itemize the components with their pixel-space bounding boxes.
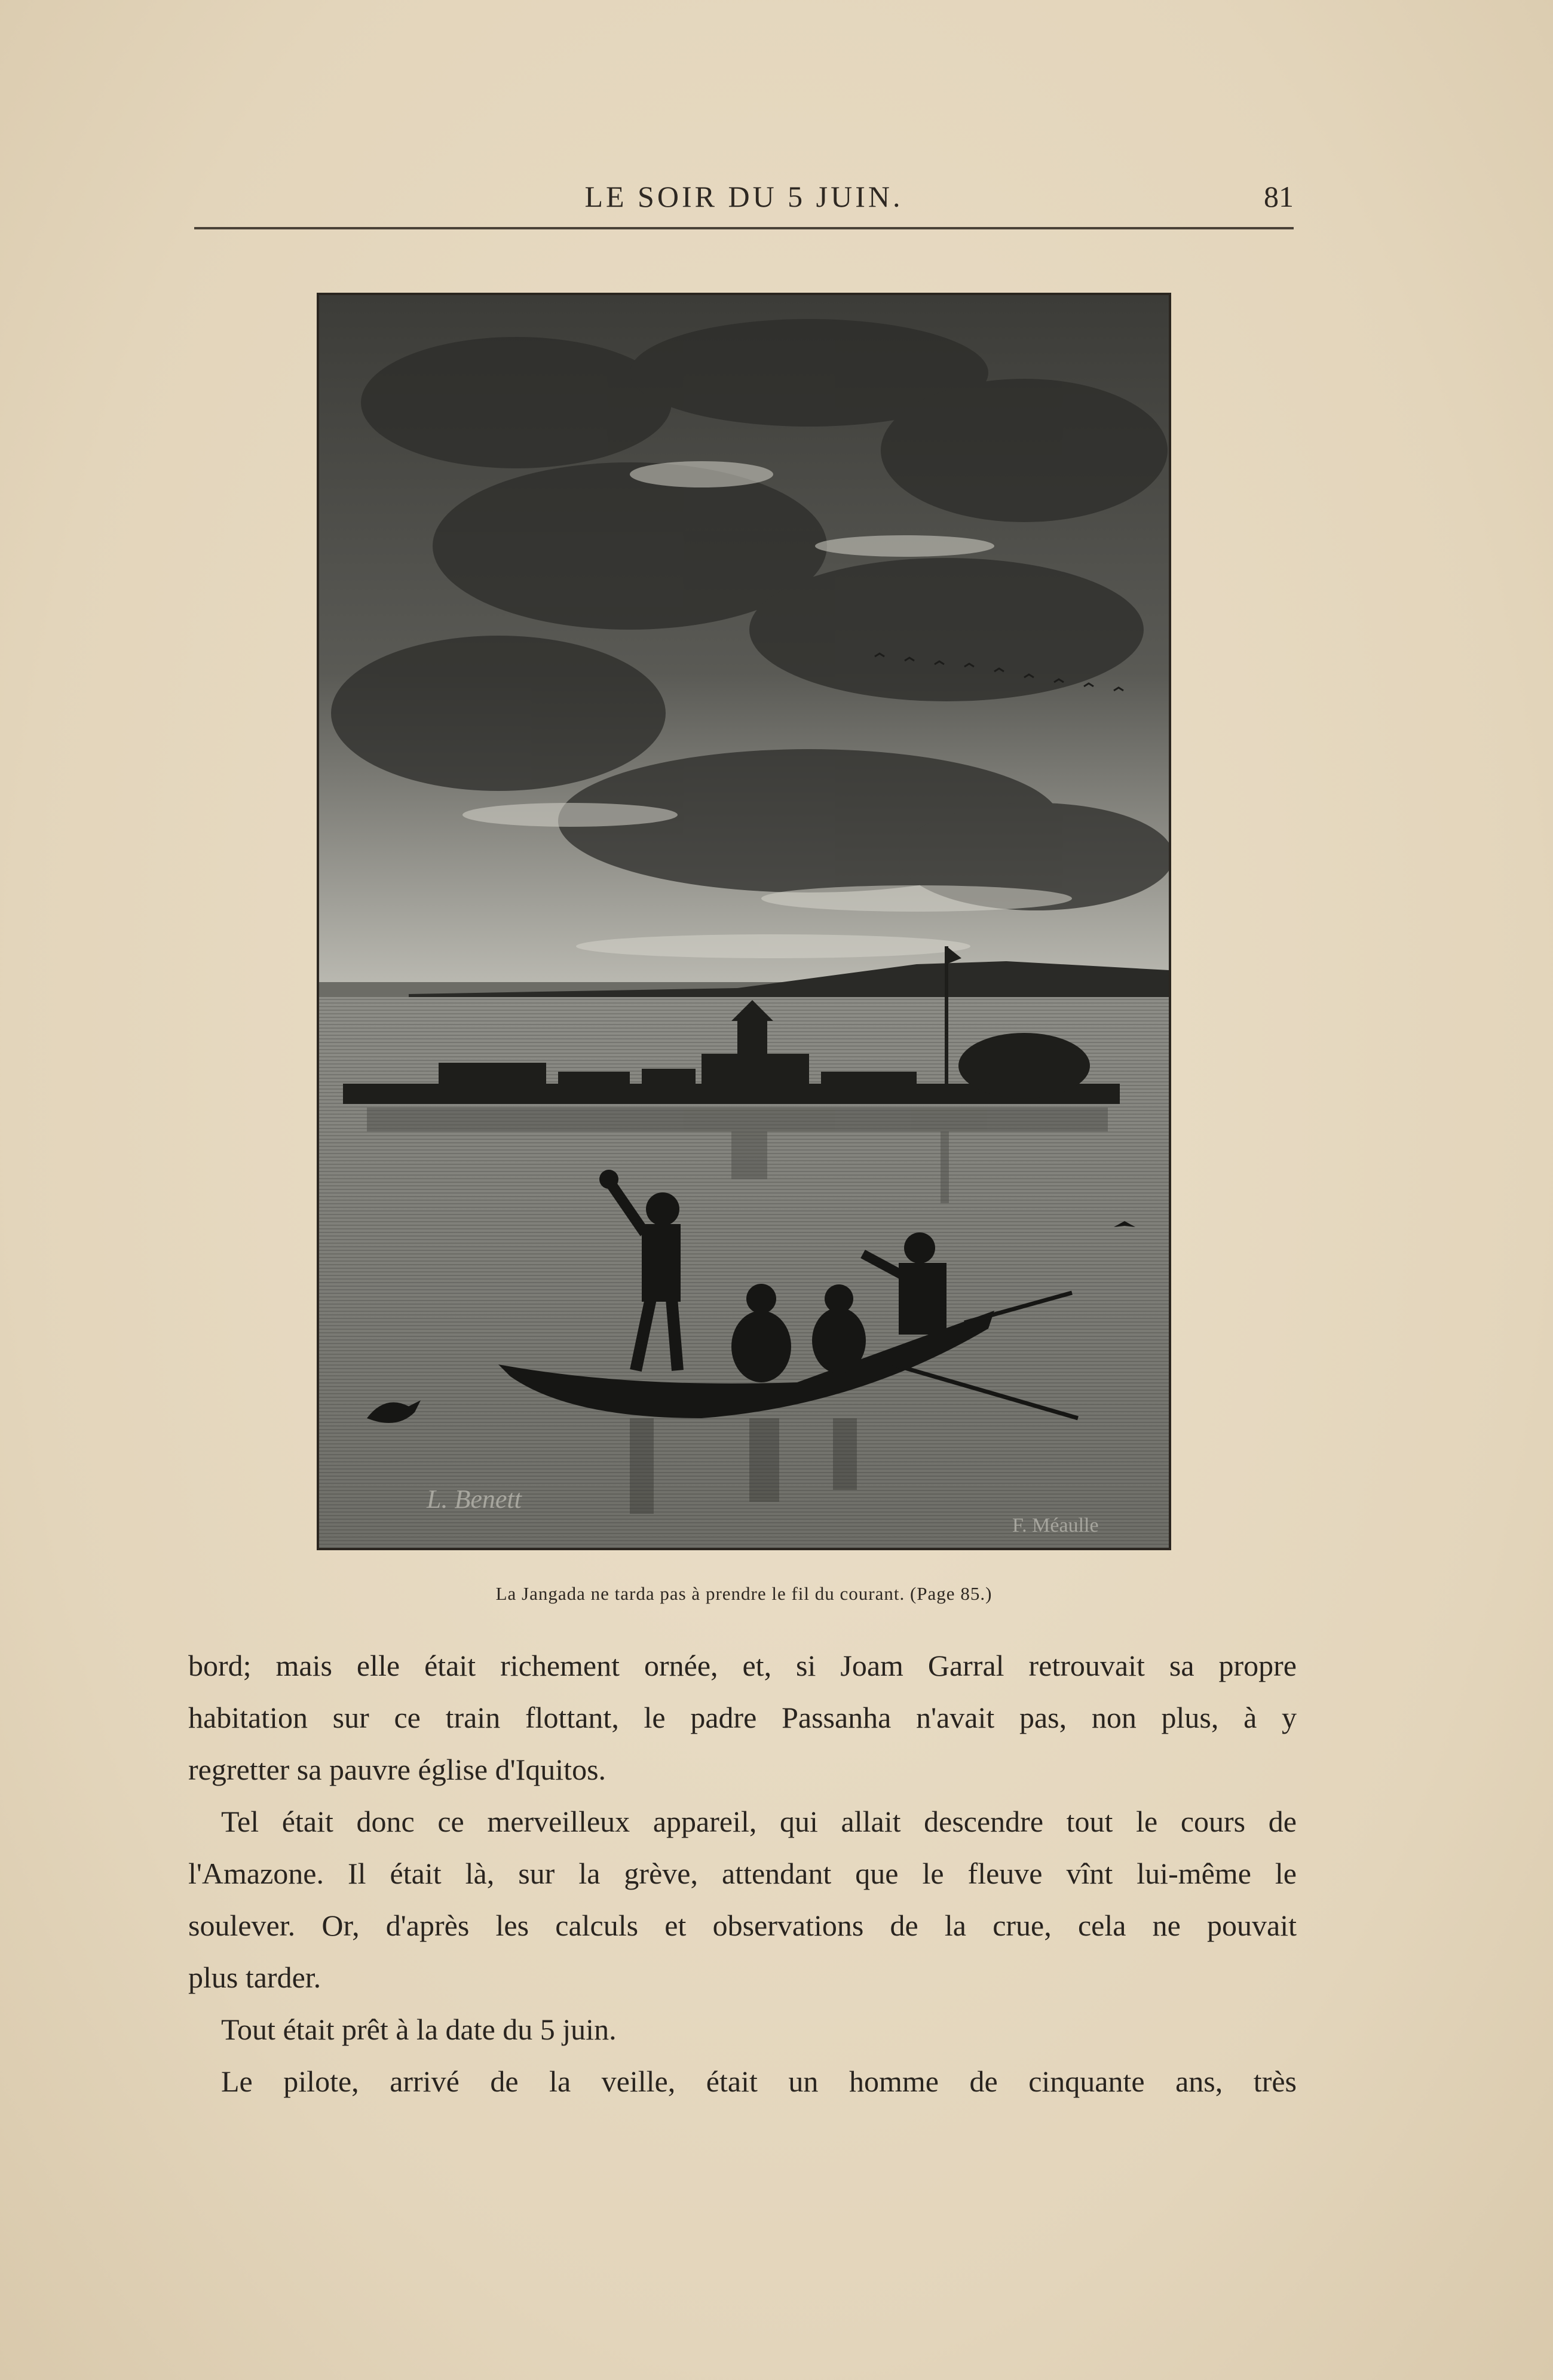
text-line: regretter sa pauvre église d'Iquitos. [188, 1753, 607, 1786]
engraving-scene [319, 295, 1169, 1548]
page-header [194, 173, 1294, 229]
text-line: Tel était donc ce merveilleux appareil, qui allait descendre tout le cours de [221, 1805, 1297, 1838]
text-line: Tout était prêt à la date du 5 juin. [221, 2013, 617, 2046]
body-text [188, 1640, 1297, 2108]
text-line: l'Amazone. Il était là, sur la grève, attendant que le fleuve vînt lui-même le [188, 1857, 1297, 1890]
engraving-illustration [317, 293, 1171, 1550]
text-line: soulever. Or, d'après les calculs et observations de la crue, cela ne pouvait [188, 1909, 1297, 1942]
text-line: habitation sur ce train flottant, le padre Passanha n'avait pas, non plus, à y [188, 1701, 1297, 1734]
illustration-caption: La Jangada ne tarda pas à prendre le fil du courant. (Page 85.) [495, 1583, 993, 1604]
text-line: bord; mais elle était richement ornée, et, si Joam Garral retrouvait sa propre [188, 1649, 1297, 1682]
text-line: Le pilote, arrivé de la veille, était un homme de cinquante ans, très [221, 2065, 1297, 2098]
text-line: plus tarder. [188, 1961, 321, 1994]
page-number: 81 [1264, 180, 1294, 213]
running-title: LE SOIR DU 5 JUIN. [584, 180, 903, 213]
engraver-signature-left: L. Benett [427, 1485, 522, 1514]
engraver-signature-right: F. Méaulle [1012, 1514, 1099, 1536]
